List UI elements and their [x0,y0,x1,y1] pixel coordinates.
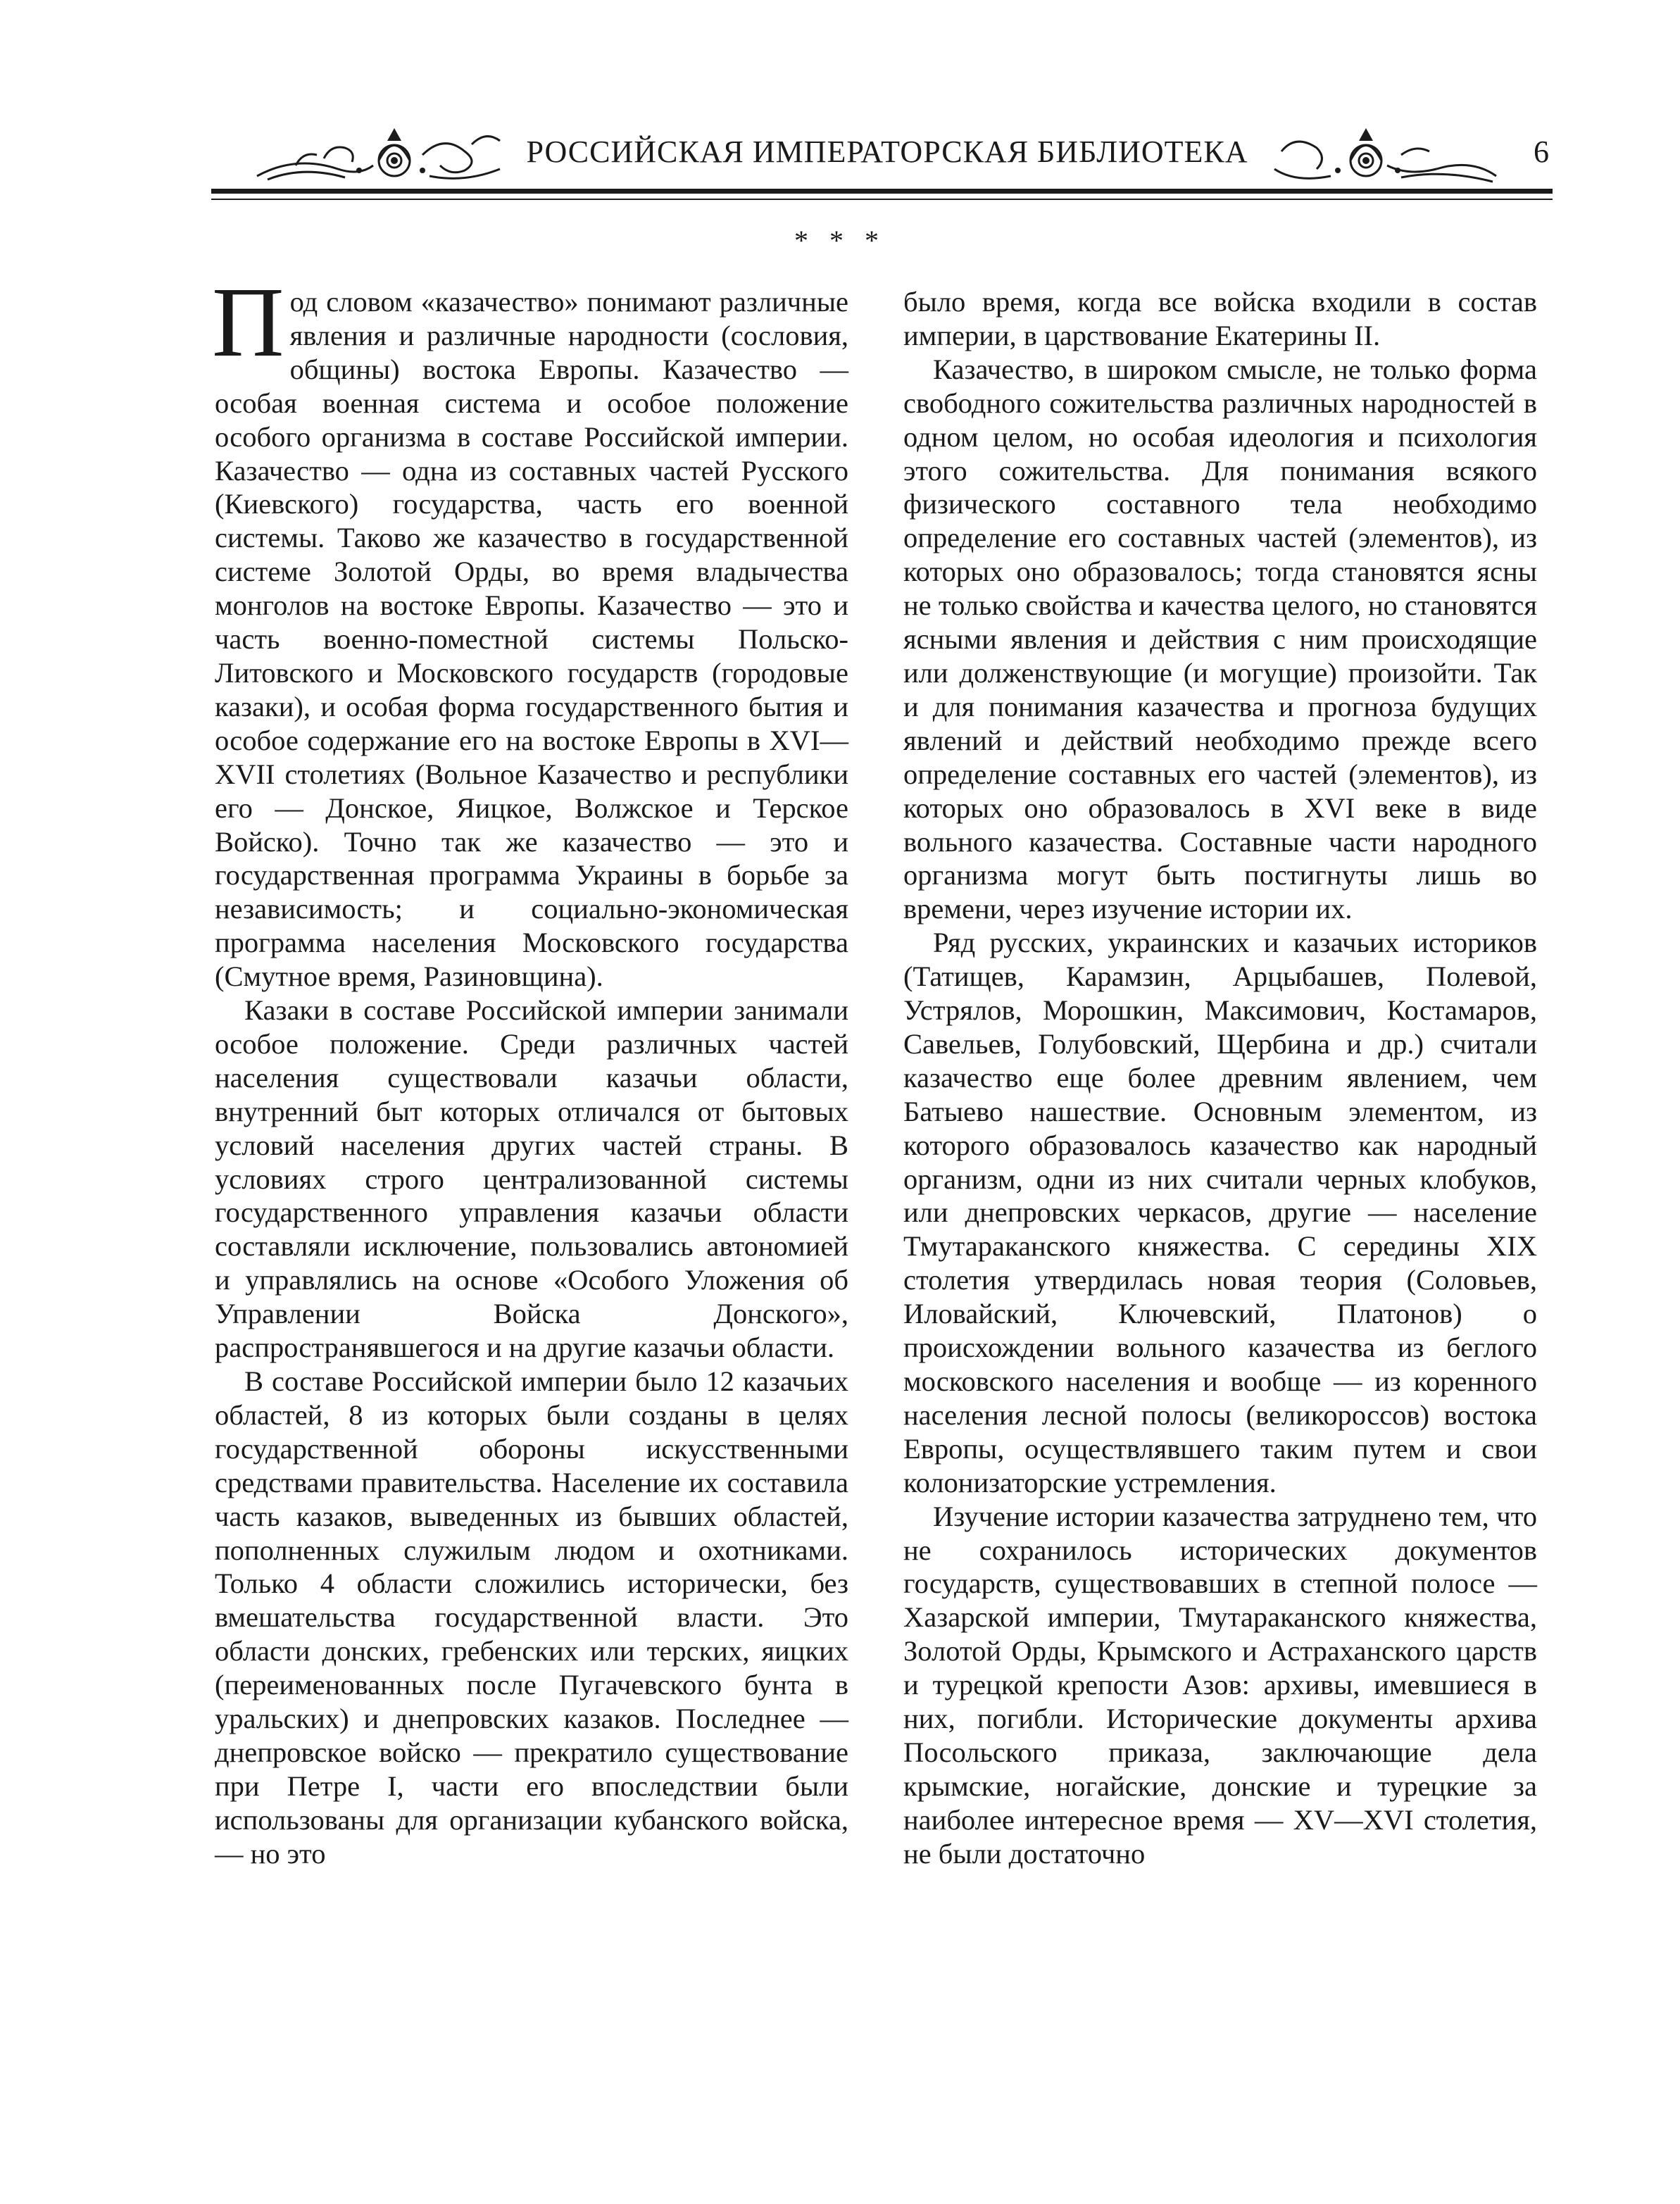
left-column [212,266,848,1871]
paragraph: Казаки в составе Российской империи занимали особое положение. Среди различных частей населения существовали казачьи области, внутренний быт которых отличался от бытовых условий населения других частей страны. В условиях строго централизованной системы государственного управления казачьи области составляли исключение, пользовались автономией и управлялись на основе «Особого Уложения об Управлении Войска Донского», распространявшегося и на другие казачьи области. [215,994,848,1364]
running-header [211,120,1549,197]
paragraph: было время, когда все войска входили в состав империи, в царствование Екатерины II. [903,286,1537,351]
header-rule [211,189,1553,194]
paragraph: В составе Российской империи было 12 казачьих областей, 8 из которых были созданы в целях государственной обороны искусственными средствами правительства. Население их составила часть казаков, выведенных из бывших областей, пополненных служилым людом и охотниками. Только 4 области сложились исторически, без вмешательства государственной власти. Это области донских, гребенских или терских, яицких (переименованных после Пугачевского бунта в уральских) и днепровских казаков. Последнее — днепровское войско — прекратило существование при Петре I, части его впоследствии были использованы для организации кубанского войска, — но это [215,1365,848,1870]
paragraph: Казачество, в широком смысле, не только форма свободного сожительства различных народностей в одном целом, но особая идеология и психология этого сожительства. Для понимания всякого физического составного тела необходимо определение его составных частей (элементов), из которых оно образовалось; тогда становятся ясны не только свойства и качества целого, но становятся ясными явления и действия с ним происходящие или долженствующие (и могущие) произойти. Так и для понимания казачества и прогноза будущих явлений и действий необходимо прежде всего определение составных его частей (элементов), из которых оно образовалось в XVI веке в виде вольного казачества. Составные части народного организма могут быть постигнуты лишь во времени, через изучение истории их. [903,353,1537,925]
floral-ornament-icon [253,127,507,187]
floral-ornament-icon [1267,127,1500,187]
paragraph [212,266,848,994]
drop-cap: П [212,266,284,377]
paragraph: Изучение истории казачества затруднено тем, что не сохранилось исторических документов государств, существовавших в степной полосе — Хазарской империи, Тмутараканского княжества, Золотой Орды, Крымского и Астраханского царств и турецкой крепости Азов: архивы, имевшиеся в них, погибли. Исторические документы архива Посольского приказа, заключающие дела крымские, ногайские, донские и турецкие за наиболее интересное время — XV—XVI столетия, не были достаточно [903,1500,1537,1870]
paragraph: Ряд русских, украинских и казачьих историков (Татищев, Карамзин, Арцыбашев, Полевой, Устрялов, Морошкин, Максимович, Костамаров, Савельев, Голубовский, Щербина и др.) считали казачество еще более древним явлением, чем Батыево нашествие. Основным элементом, из которого образовалось казачество как народный организм, одни из них считали черных клобуков, или днепровских черкасов, другие — население Тмутараканского княжества. С середины XIX столетия утвердилась новая теория (Соловьев, Иловайский, Ключевский, Платонов) о происхождении вольного казачества из беглого московского населения и вообще — из коренного населения лесной полосы (великороссов) востока Европы, осуществлявшего таким путем и свои колонизаторские устремления. [903,927,1537,1498]
section-separator: * * * [794,225,886,256]
right-column [903,285,1537,1871]
header-title: РОССИЙСКАЯ ИМПЕРАТОРСКАЯ БИБЛИОТЕКА [526,134,1248,169]
paragraph-text: од словом «казачество» понимают различные явления и различные народности (сословия, общины) востока Европы. Казачество — особая военная система и особое положение особого организма в составе Российской империи. Казачество — одна из составных частей Русского (Киевского) государства, часть его военной системы. Таково же казачество в государственной системе Золотой Орды, во время владычества монголов на востоке Европы. Казачество — это и часть военно-поместной системы Польско-Литовского и Московского государств (городовые казаки), и особая форма государственного бытия и особое содержание его на востоке Европы в XVI—XVII столетиях (Вольное Казачество и республики его — Донское, Яицкое, Волжское и Терское Войско). Точно так же казачество — это и государственная программа Украины в борьбе за независимость; и социально-экономическая программа населения Московского государства (Смутное время, Разиновщина). [215,286,848,993]
page-number: 6 [1534,134,1549,169]
header-rule-thin [211,199,1553,200]
